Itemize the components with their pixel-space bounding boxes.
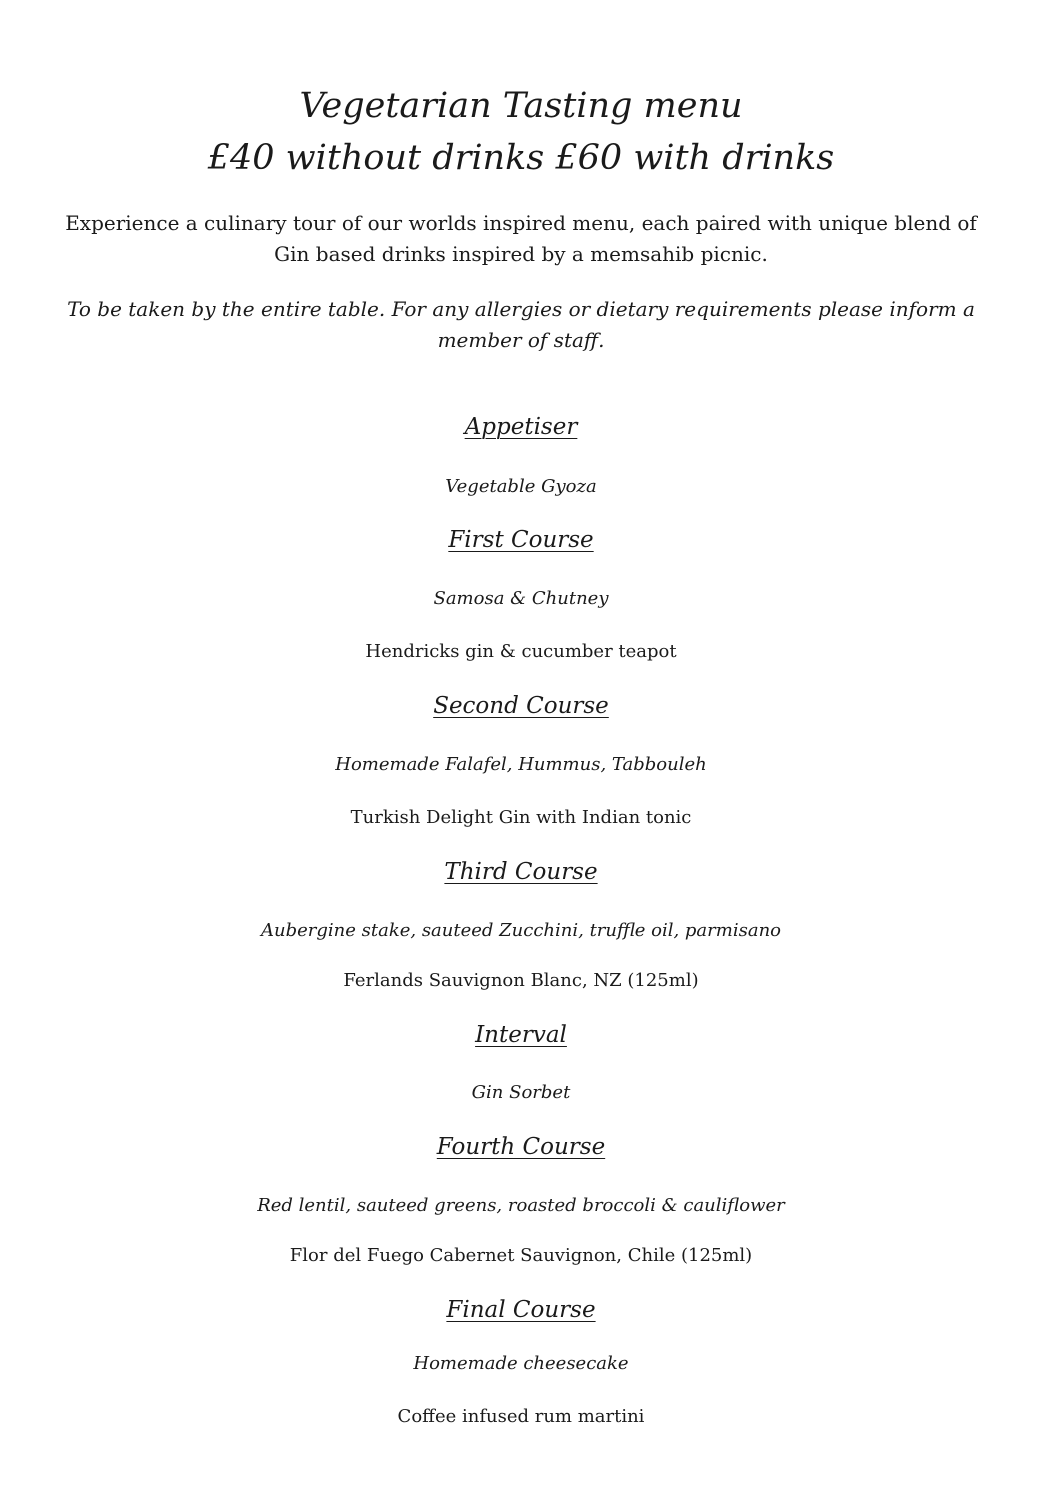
drink-first: Hendricks gin & cucumber teapot — [365, 641, 677, 662]
menu-title: Vegetarian Tasting menu — [299, 86, 743, 126]
course-heading-first: First Course — [448, 527, 594, 553]
course-heading-final: Final Course — [446, 1297, 596, 1323]
course-heading-interval: Interval — [475, 1022, 567, 1048]
drink-third: Ferlands Sauvignon Blanc, NZ (125ml) — [343, 970, 699, 991]
dish-final: Homemade cheesecake — [413, 1353, 629, 1374]
drink-second: Turkish Delight Gin with Indian tonic — [350, 807, 692, 828]
price-line: £40 without drinks £60 with drinks — [207, 138, 835, 178]
intro-text-line-1: Experience a culinary tour of our worlds inspired menu, each paired with unique blend of — [65, 211, 977, 235]
dish-third: Aubergine stake, sauteed Zucchini, truffle oil, parmisano — [261, 920, 781, 941]
course-heading-second: Second Course — [433, 693, 609, 719]
course-heading-appetiser: Appetiser — [464, 414, 578, 440]
dish-interval: Gin Sorbet — [471, 1082, 571, 1103]
dish-second: Homemade Falafel, Hummus, Tabbouleh — [335, 754, 707, 775]
course-heading-fourth: Fourth Course — [436, 1134, 606, 1160]
table-note-line-1: To be taken by the entire table. For any allergies or dietary requirements please inform a — [67, 297, 975, 321]
intro-text-line-2: Gin based drinks inspired by a memsahib picnic. — [274, 242, 768, 266]
dish-first: Samosa & Chutney — [433, 588, 609, 609]
dish-appetiser: Vegetable Gyoza — [445, 476, 597, 497]
drink-final: Coffee infused rum martini — [397, 1406, 645, 1427]
drink-fourth: Flor del Fuego Cabernet Sauvignon, Chile (125ml) — [289, 1245, 753, 1266]
course-heading-third: Third Course — [444, 859, 598, 885]
dish-fourth: Red lentil, sauteed greens, roasted broccoli & cauliflower — [257, 1195, 785, 1216]
table-note-line-2: member of staff. — [437, 328, 605, 352]
